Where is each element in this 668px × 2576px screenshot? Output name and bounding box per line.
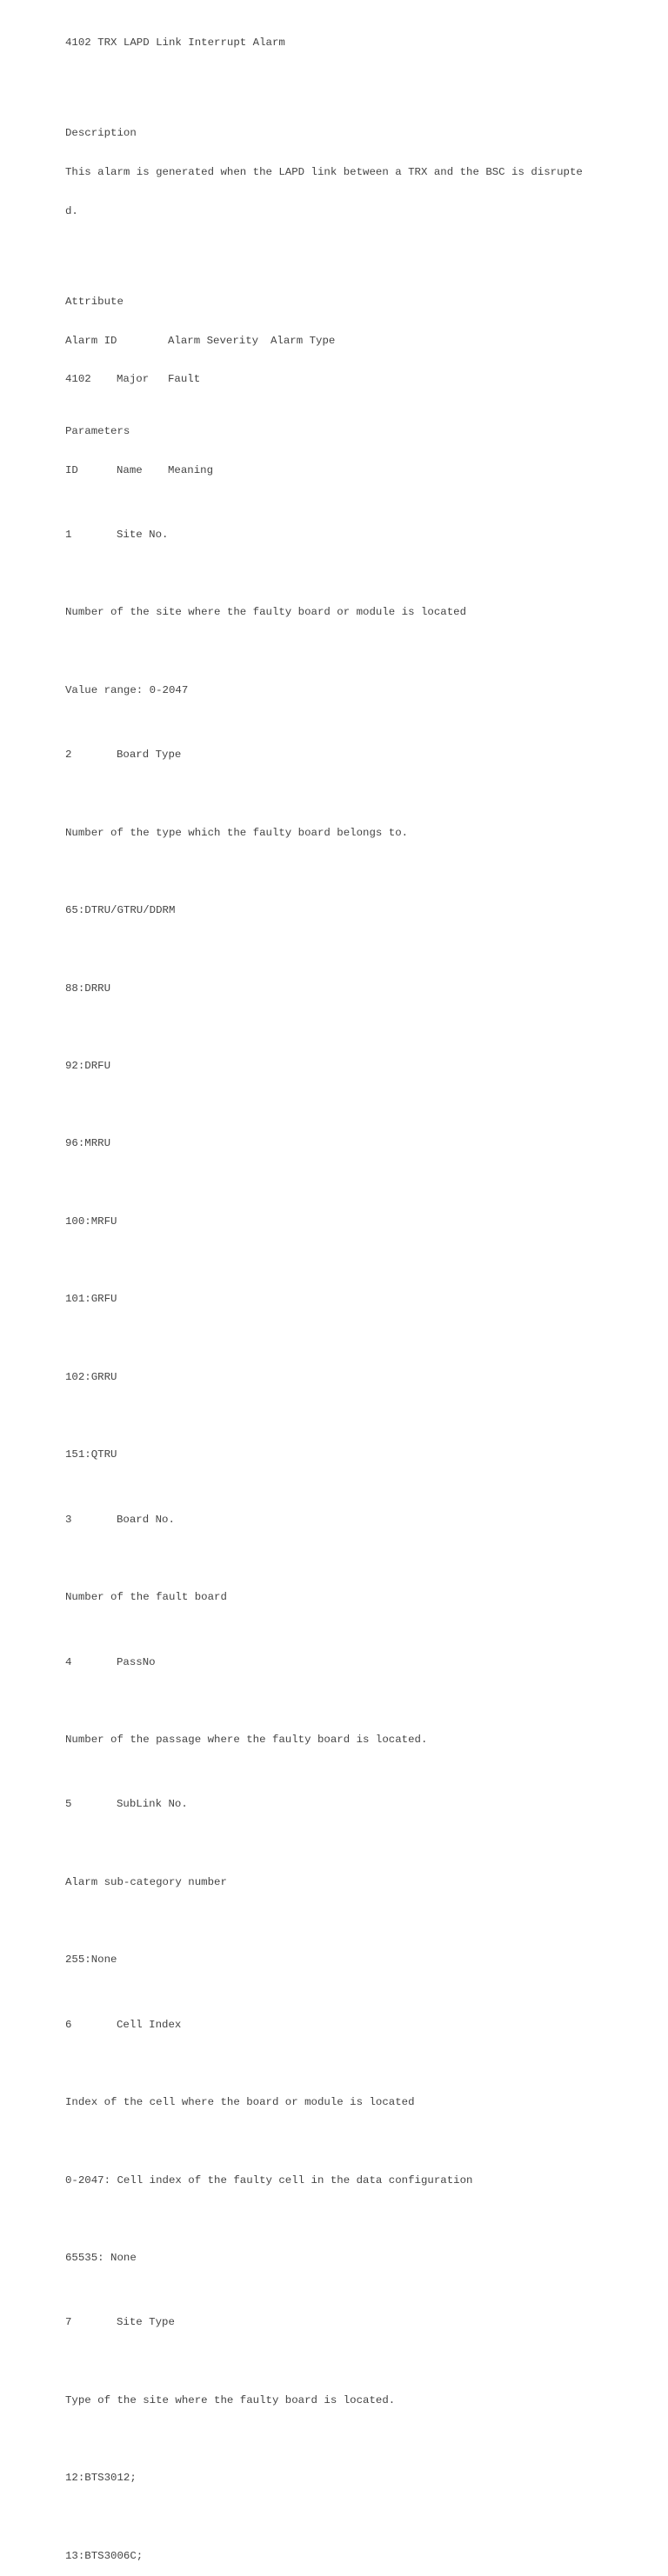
spacer bbox=[65, 1332, 605, 1345]
spacer bbox=[65, 1099, 605, 1112]
spacer bbox=[65, 568, 605, 581]
parameter-name: Board Type bbox=[117, 749, 182, 762]
attribute-header-alarm-type: Alarm Type bbox=[271, 334, 336, 347]
parameter-id: 5 bbox=[65, 1798, 72, 1811]
parameter-name: Site No. bbox=[117, 529, 169, 542]
parameter-meaning-line: Number of the type which the faulty board belongs to. bbox=[65, 826, 409, 839]
spacer bbox=[65, 645, 605, 658]
parameter-id: 6 bbox=[65, 2018, 72, 2031]
spacer bbox=[65, 2355, 605, 2368]
spacer bbox=[65, 2433, 605, 2446]
parameter-meaning-line: 12:BTS3012; bbox=[65, 2472, 137, 2485]
parameter-meaning-line: Value range: 0-2047 bbox=[65, 683, 189, 696]
attribute-header-row bbox=[65, 335, 605, 348]
spacer bbox=[65, 1552, 605, 1565]
parameter-meaning-line: Number of the site where the faulty board or module is located bbox=[65, 606, 467, 619]
spacer bbox=[65, 76, 605, 89]
parameter-id: 7 bbox=[65, 2316, 72, 2329]
spacer bbox=[65, 866, 605, 879]
parameter-meaning-line: 92:DRFU bbox=[65, 1060, 111, 1073]
parameter-id: 4 bbox=[65, 1655, 72, 1668]
attribute-heading: Attribute bbox=[65, 295, 124, 308]
parameter-name: SubLink No. bbox=[117, 1798, 188, 1811]
parameter-meaning-line: 65535: None bbox=[65, 2251, 137, 2264]
parameter-meaning-line: 100:MRFU bbox=[65, 1215, 117, 1228]
parameter-meaning-line: Number of the fault board bbox=[65, 1590, 227, 1603]
parameters-header-id: ID bbox=[65, 463, 78, 476]
parameter-meaning-line: Index of the cell where the board or module is located bbox=[65, 2096, 415, 2109]
spacer bbox=[65, 243, 605, 256]
parameter-name: Cell Index bbox=[117, 2018, 182, 2031]
parameter-name: Board No. bbox=[117, 1513, 175, 1526]
parameters-header-meaning: Meaning bbox=[168, 463, 214, 476]
spacer bbox=[65, 1694, 605, 1707]
spacer bbox=[65, 1021, 605, 1034]
description-text-line1: This alarm is generated when the LAPD link between a TRX and the BSC is disrupte bbox=[65, 165, 583, 178]
parameter-meaning-line: 0-2047: Cell index of the faulty cell in the data configuration bbox=[65, 2173, 473, 2187]
spacer bbox=[65, 2511, 605, 2524]
parameter-row bbox=[65, 749, 605, 762]
spacer bbox=[65, 788, 605, 801]
parameter-meaning-line: 101:GRFU bbox=[65, 1293, 117, 1306]
parameters-heading: Parameters bbox=[65, 424, 130, 437]
attribute-header-alarm-id: Alarm ID bbox=[65, 334, 117, 347]
attribute-value-row bbox=[65, 373, 605, 386]
attribute-value-alarm-type: Fault bbox=[168, 373, 201, 386]
parameter-name: Site Type bbox=[117, 2316, 175, 2329]
description-text-line2: d. bbox=[65, 204, 78, 217]
parameter-id: 3 bbox=[65, 1513, 72, 1526]
attribute-value-alarm-id: 4102 bbox=[65, 373, 91, 386]
spacer bbox=[65, 2057, 605, 2070]
parameter-row bbox=[65, 529, 605, 542]
parameter-meaning-line: 65:DTRU/GTRU/DDRM bbox=[65, 904, 176, 917]
spacer bbox=[65, 1915, 605, 1928]
spacer bbox=[65, 1409, 605, 1422]
parameter-meaning-line: Type of the site where the faulty board is located. bbox=[65, 2393, 396, 2406]
parameter-meaning-line: 151:QTRU bbox=[65, 1448, 117, 1461]
document-title: 4102 TRX LAPD Link Interrupt Alarm bbox=[65, 36, 285, 49]
parameter-meaning-line: Number of the passage where the faulty board is located. bbox=[65, 1733, 428, 1746]
description-heading: Description bbox=[65, 127, 137, 140]
parameters-header-row bbox=[65, 464, 605, 477]
parameter-meaning-line: 13:BTS3006C; bbox=[65, 2549, 144, 2562]
parameters-header-name: Name bbox=[117, 463, 143, 476]
parameter-name: PassNo bbox=[117, 1655, 156, 1668]
spacer bbox=[65, 1837, 605, 1850]
parameter-meaning-line: 88:DRRU bbox=[65, 982, 111, 995]
parameter-meaning-line: 102:GRRU bbox=[65, 1370, 117, 1383]
spacer bbox=[65, 2213, 605, 2226]
parameter-row bbox=[65, 1798, 605, 1811]
parameter-meaning-line: 96:MRRU bbox=[65, 1137, 111, 1150]
attribute-header-alarm-severity: Alarm Severity bbox=[168, 334, 259, 347]
attribute-value-alarm-severity: Major bbox=[117, 373, 150, 386]
spacer bbox=[65, 1176, 605, 1189]
parameter-row bbox=[65, 1514, 605, 1527]
parameter-row bbox=[65, 2316, 605, 2329]
spacer bbox=[65, 2135, 605, 2148]
parameter-row bbox=[65, 1656, 605, 1669]
parameter-id: 1 bbox=[65, 529, 72, 542]
parameter-meaning-line: Alarm sub-category number bbox=[65, 1875, 227, 1888]
parameter-row bbox=[65, 2019, 605, 2032]
parameter-id: 2 bbox=[65, 749, 72, 762]
document-page bbox=[65, 10, 605, 2576]
spacer bbox=[65, 1255, 605, 1268]
spacer bbox=[65, 943, 605, 956]
parameter-meaning-line: 255:None bbox=[65, 1954, 117, 1967]
